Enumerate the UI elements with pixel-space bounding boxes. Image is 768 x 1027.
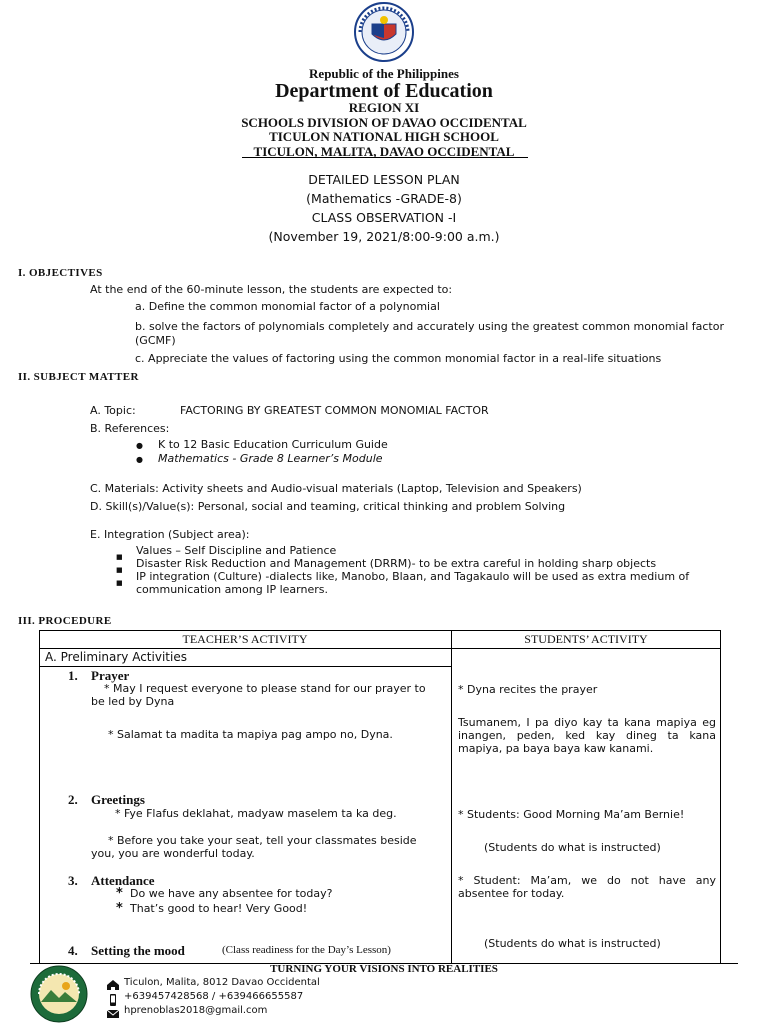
objectives-heading: I. OBJECTIVES [18, 267, 103, 279]
setting-mood-student-action: (Students do what is instructed) [484, 937, 661, 950]
prayer-student-text: inangen, peden, ked kay dineg ta kana [458, 729, 716, 742]
topic-label: A. Topic: [90, 404, 136, 417]
objective-c: c. Appreciate the values of factoring using the common monomial factor in a real-life situations [135, 352, 662, 365]
objectives-intro: At the end of the 60-minute lesson, the students are expected to: [90, 283, 453, 296]
greetings-teacher-line: * Fye Flafus deklahat, madyaw maselem ta ka deg. [115, 807, 397, 820]
integration-item-cont: communication among IP learners. [136, 583, 328, 596]
step-number: 1. [68, 668, 78, 683]
title-line3: CLASS OBSERVATION -I [311, 210, 457, 225]
lesson-plan-title [0, 170, 768, 246]
step-greetings: Greetings [91, 792, 145, 807]
integration-item: IP integration (Culture) -dialects like, Manobo, Blaan, and Tagakaulo will be used as extra medium of [136, 570, 690, 583]
footer-phone: +639457428568 / +639466655587 [124, 991, 304, 1002]
header-underline [242, 157, 528, 158]
footer-motto: TURNING YOUR VISIONS INTO REALITIES [270, 963, 498, 975]
greetings-student-action: (Students do what is instructed) [484, 841, 661, 854]
step-setting-mood: Setting the mood [91, 943, 185, 958]
home-icon [106, 976, 120, 988]
table-header-divider [39, 648, 721, 649]
step-attendance: Attendance [91, 873, 155, 888]
col-header-teacher: TEACHER’S ACTIVITY [182, 632, 308, 646]
prayer-teacher-thanks: * Salamat ta madita ta mapiya pag ampo no, Dyna. [108, 728, 393, 741]
asterisk-icon: * [116, 886, 123, 901]
integration-bullet-icon: ■ [116, 566, 123, 574]
prayer-student-text: Tsumanem, I pa diyo kay ta kana mapiya eg [458, 716, 716, 729]
references-label: B. References: [90, 422, 170, 435]
greetings-student-response: * Students: Good Morning Ma’am Bernie! [458, 808, 685, 821]
header-address: TICULON, MALITA, DAVAO OCCIDENTAL [253, 143, 515, 159]
deped-seal-logo [350, 2, 418, 62]
topic-value: FACTORING BY GREATEST COMMON MONOMIAL FACTOR [180, 404, 489, 417]
integration-item: Disaster Risk Reduction and Management (DRRM)- to be extra careful in holding sharp objects [136, 557, 657, 570]
objective-b-cont: (GCMF) [135, 334, 176, 347]
school-seal-logo [30, 965, 88, 1023]
footer-email: hprenoblas2018@gmail.com [124, 1005, 268, 1016]
title-line2: (Mathematics -GRADE-8) [306, 191, 462, 206]
step-prayer: Prayer [91, 668, 130, 683]
table-column-divider [451, 630, 452, 964]
step-number: 4. [68, 943, 78, 958]
reference-item: ● K to 12 Basic Education Curriculum Guide [158, 438, 388, 451]
header-department: Department of Education [275, 80, 493, 102]
setting-mood-note: (Class readiness for the Day’s Lesson) [222, 944, 391, 956]
header-division: SCHOOLS DIVISION OF DAVAO OCCIDENTAL [241, 114, 527, 130]
attendance-teacher-line: That’s good to hear! Very Good! [130, 902, 308, 915]
integration-bullet-icon: ■ [116, 553, 123, 561]
integration-bullet-icon: ■ [116, 579, 123, 587]
footer-address: Ticulon, Malita, 8012 Davao Occidental [124, 977, 320, 988]
attendance-student-response: * Student: Ma’am, we do not have any [458, 874, 716, 887]
integration-label: E. Integration (Subject area): [90, 528, 250, 541]
skills-values: D. Skill(s)/Value(s): Personal, social and teaming, critical thinking and problem Solving [90, 500, 566, 513]
col-header-students: STUDENTS’ ACTIVITY [524, 632, 648, 646]
procedure-heading: III. PROCEDURE [18, 615, 112, 627]
title-line4: (November 19, 2021/8:00-9:00 a.m.) [268, 229, 500, 244]
attendance-teacher-line: Do we have any absentee for today? [130, 887, 333, 900]
header-school: TICULON NATIONAL HIGH SCHOOL [269, 129, 499, 144]
prayer-teacher-line: * May I request everyone to please stand for our prayer to [104, 682, 426, 695]
email-icon [106, 1005, 120, 1017]
prayer-student-response: * Dyna recites the prayer [458, 683, 598, 696]
header-republic: Republic of the Philippines [309, 66, 459, 81]
greetings-teacher-line-cont: you, you are wonderful today. [91, 847, 255, 860]
attendance-student-response-cont: absentee for today. [458, 887, 565, 900]
preliminary-activities: A. Preliminary Activities [45, 650, 187, 664]
prayer-teacher-line-cont: be led by Dyna [91, 695, 175, 708]
phone-icon [106, 991, 120, 1003]
reference-item: ● Mathematics - Grade 8 Learner’s Module [158, 452, 383, 465]
materials: C. Materials: Activity sheets and Audio-visual materials (Laptop, Television and Speakers) [90, 482, 582, 495]
greetings-teacher-line: * Before you take your seat, tell your classmates beside [108, 834, 417, 847]
header-region: REGION XI [348, 100, 420, 115]
objective-b: b. solve the factors of polynomials completely and accurately using the greatest common monomial factor [135, 320, 724, 333]
header-block [0, 101, 768, 159]
integration-item: Values – Self Discipline and Patience [136, 544, 337, 557]
asterisk-icon: * [116, 901, 123, 916]
title-line1: DETAILED LESSON PLAN [308, 172, 460, 187]
step-number: 3. [68, 873, 78, 888]
objective-a: a. Define the common monomial factor of a polynomial [135, 300, 440, 313]
table-row-divider [39, 666, 451, 667]
subject-matter-heading: II. SUBJECT MATTER [18, 371, 139, 383]
step-number: 2. [68, 792, 78, 807]
prayer-student-text: mapiya, pa baya baya kaw kanami. [458, 742, 654, 755]
